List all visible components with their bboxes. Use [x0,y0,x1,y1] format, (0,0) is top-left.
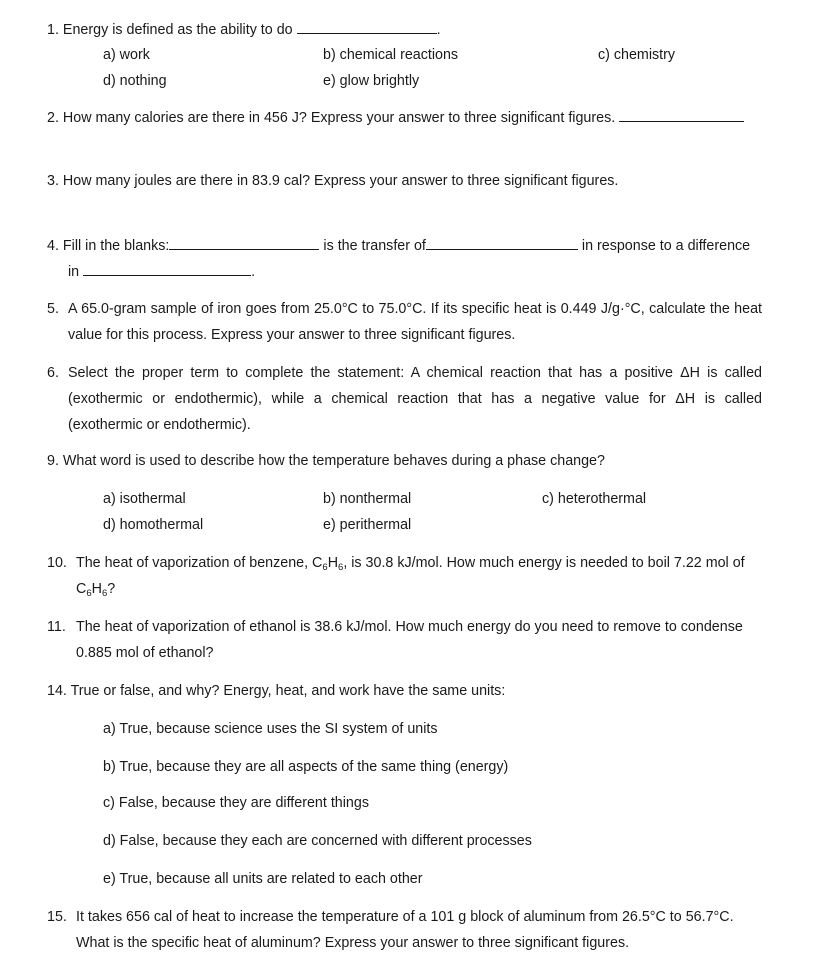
question-2-number: 2. [47,110,59,126]
question-1-option-c[interactable]: c) chemistry [598,47,676,63]
question-14-option-c[interactable]: c) False, because they are different things [103,795,369,811]
question-9-option-b[interactable]: b) nonthermal [323,491,412,507]
question-10-number: 10. [47,555,67,571]
question-3-number: 3. [47,173,59,189]
question-1-number: 1. [47,22,59,38]
question-4-line-1 [47,236,750,255]
question-11-line-2: 0.885 mol of ethanol? [76,645,214,661]
question-4-blank-2[interactable] [426,236,578,250]
question-6-line-2: (exothermic or endothermic), while a chemical reaction that has a negative value for ΔH is called [68,391,762,407]
question-4-part-2: is the transfer of [323,238,426,254]
subscript: 6 [101,588,108,599]
question-5-number: 5. [47,301,59,317]
question-1-option-a[interactable]: a) work [103,47,150,63]
question-1-option-e[interactable]: e) glow brightly [323,73,420,89]
question-5-line-1: A 65.0-gram sample of iron goes from 25.0°C to 75.0°C. If its specific heat is 0.449 J/g·°C, calculate the heat [68,301,762,317]
question-9-text: What word is used to describe how the temperature behaves during a phase change? [62,453,605,469]
question-6-line-3: (exothermic or endothermic). [68,417,251,433]
question-15-line-1: It takes 656 cal of heat to increase the temperature of a 101 g block of aluminum from 26.5°C to 56.7°C. [76,909,734,925]
subscript: 6 [338,562,344,573]
question-4-period: . [251,264,256,280]
question-5-line-2: value for this process. Express your answer to three significant figures. [68,327,516,343]
question-9-option-d[interactable]: d) homothermal [103,517,204,533]
question-6-line-1: Select the proper term to complete the statement: A chemical reaction that has a positive ΔH is called [68,365,762,381]
question-14-stem [47,682,505,700]
question-14-option-d[interactable]: d) False, because they each are concerned with different processes [103,833,532,849]
question-2 [47,108,744,127]
question-11-number: 11. [47,619,66,635]
subscript: 6 [322,562,328,573]
question-10-text-d: C [76,581,87,597]
question-2-text: How many calories are there in 456 J? Express your answer to three significant figures. [62,110,616,126]
question-9-option-c[interactable]: c) heterothermal [542,491,647,507]
question-10-text-a: The heat of vaporization of benzene, C [76,555,323,571]
question-4-part-1: Fill in the blanks: [62,238,170,254]
question-1-stem [47,20,441,39]
question-3-text: How many joules are there in 83.9 cal? Express your answer to three significant figures. [62,173,619,189]
question-2-answer-blank[interactable] [619,108,744,122]
question-4-part-3: in response to a difference [581,238,751,254]
question-10-text-f: ? [107,581,116,597]
question-4-number: 4. [47,238,59,254]
question-1-option-d[interactable]: d) nothing [103,73,167,89]
question-15-line-2: What is the specific heat of aluminum? Express your answer to three significant figures. [76,935,630,951]
question-1-period: . [436,22,441,38]
question-10-line-1 [76,554,745,572]
question-14-text: True or false, and why? Energy, heat, and work have the same units: [70,683,506,699]
question-4-line-2 [68,262,255,281]
question-10-text-e: H [91,581,102,597]
question-15-number: 15. [47,909,67,925]
question-9-option-e[interactable]: e) perithermal [323,517,412,533]
question-4-part-4: in [68,264,80,280]
question-9-stem [47,452,605,470]
question-9-option-a[interactable]: a) isothermal [103,491,186,507]
question-4-blank-3[interactable] [83,262,251,276]
question-9-number: 9. [47,453,59,469]
question-10-text-c: , is 30.8 kJ/mol. How much energy is needed to boil 7.22 mol of [343,555,745,571]
subscript: 6 [86,588,92,599]
question-11-line-1: The heat of vaporization of ethanol is 38.6 kJ/mol. How much energy do you need to remove to condense [76,619,743,635]
question-10-text-b: H [327,555,339,571]
question-1-option-b[interactable]: b) chemical reactions [323,47,459,63]
question-1-text: Energy is defined as the ability to do [62,22,293,38]
question-14-number: 14. [47,683,67,699]
question-6-number: 6. [47,365,59,381]
question-14-option-e[interactable]: e) True, because all units are related to each other [103,871,423,887]
question-4-blank-1[interactable] [169,236,319,250]
question-10-line-2 [76,580,115,598]
question-1-answer-blank[interactable] [297,20,437,34]
question-14-option-b[interactable]: b) True, because they are all aspects of the same thing (energy) [103,759,509,775]
question-14-option-a[interactable]: a) True, because science uses the SI system of units [103,721,438,737]
question-3 [47,172,618,190]
